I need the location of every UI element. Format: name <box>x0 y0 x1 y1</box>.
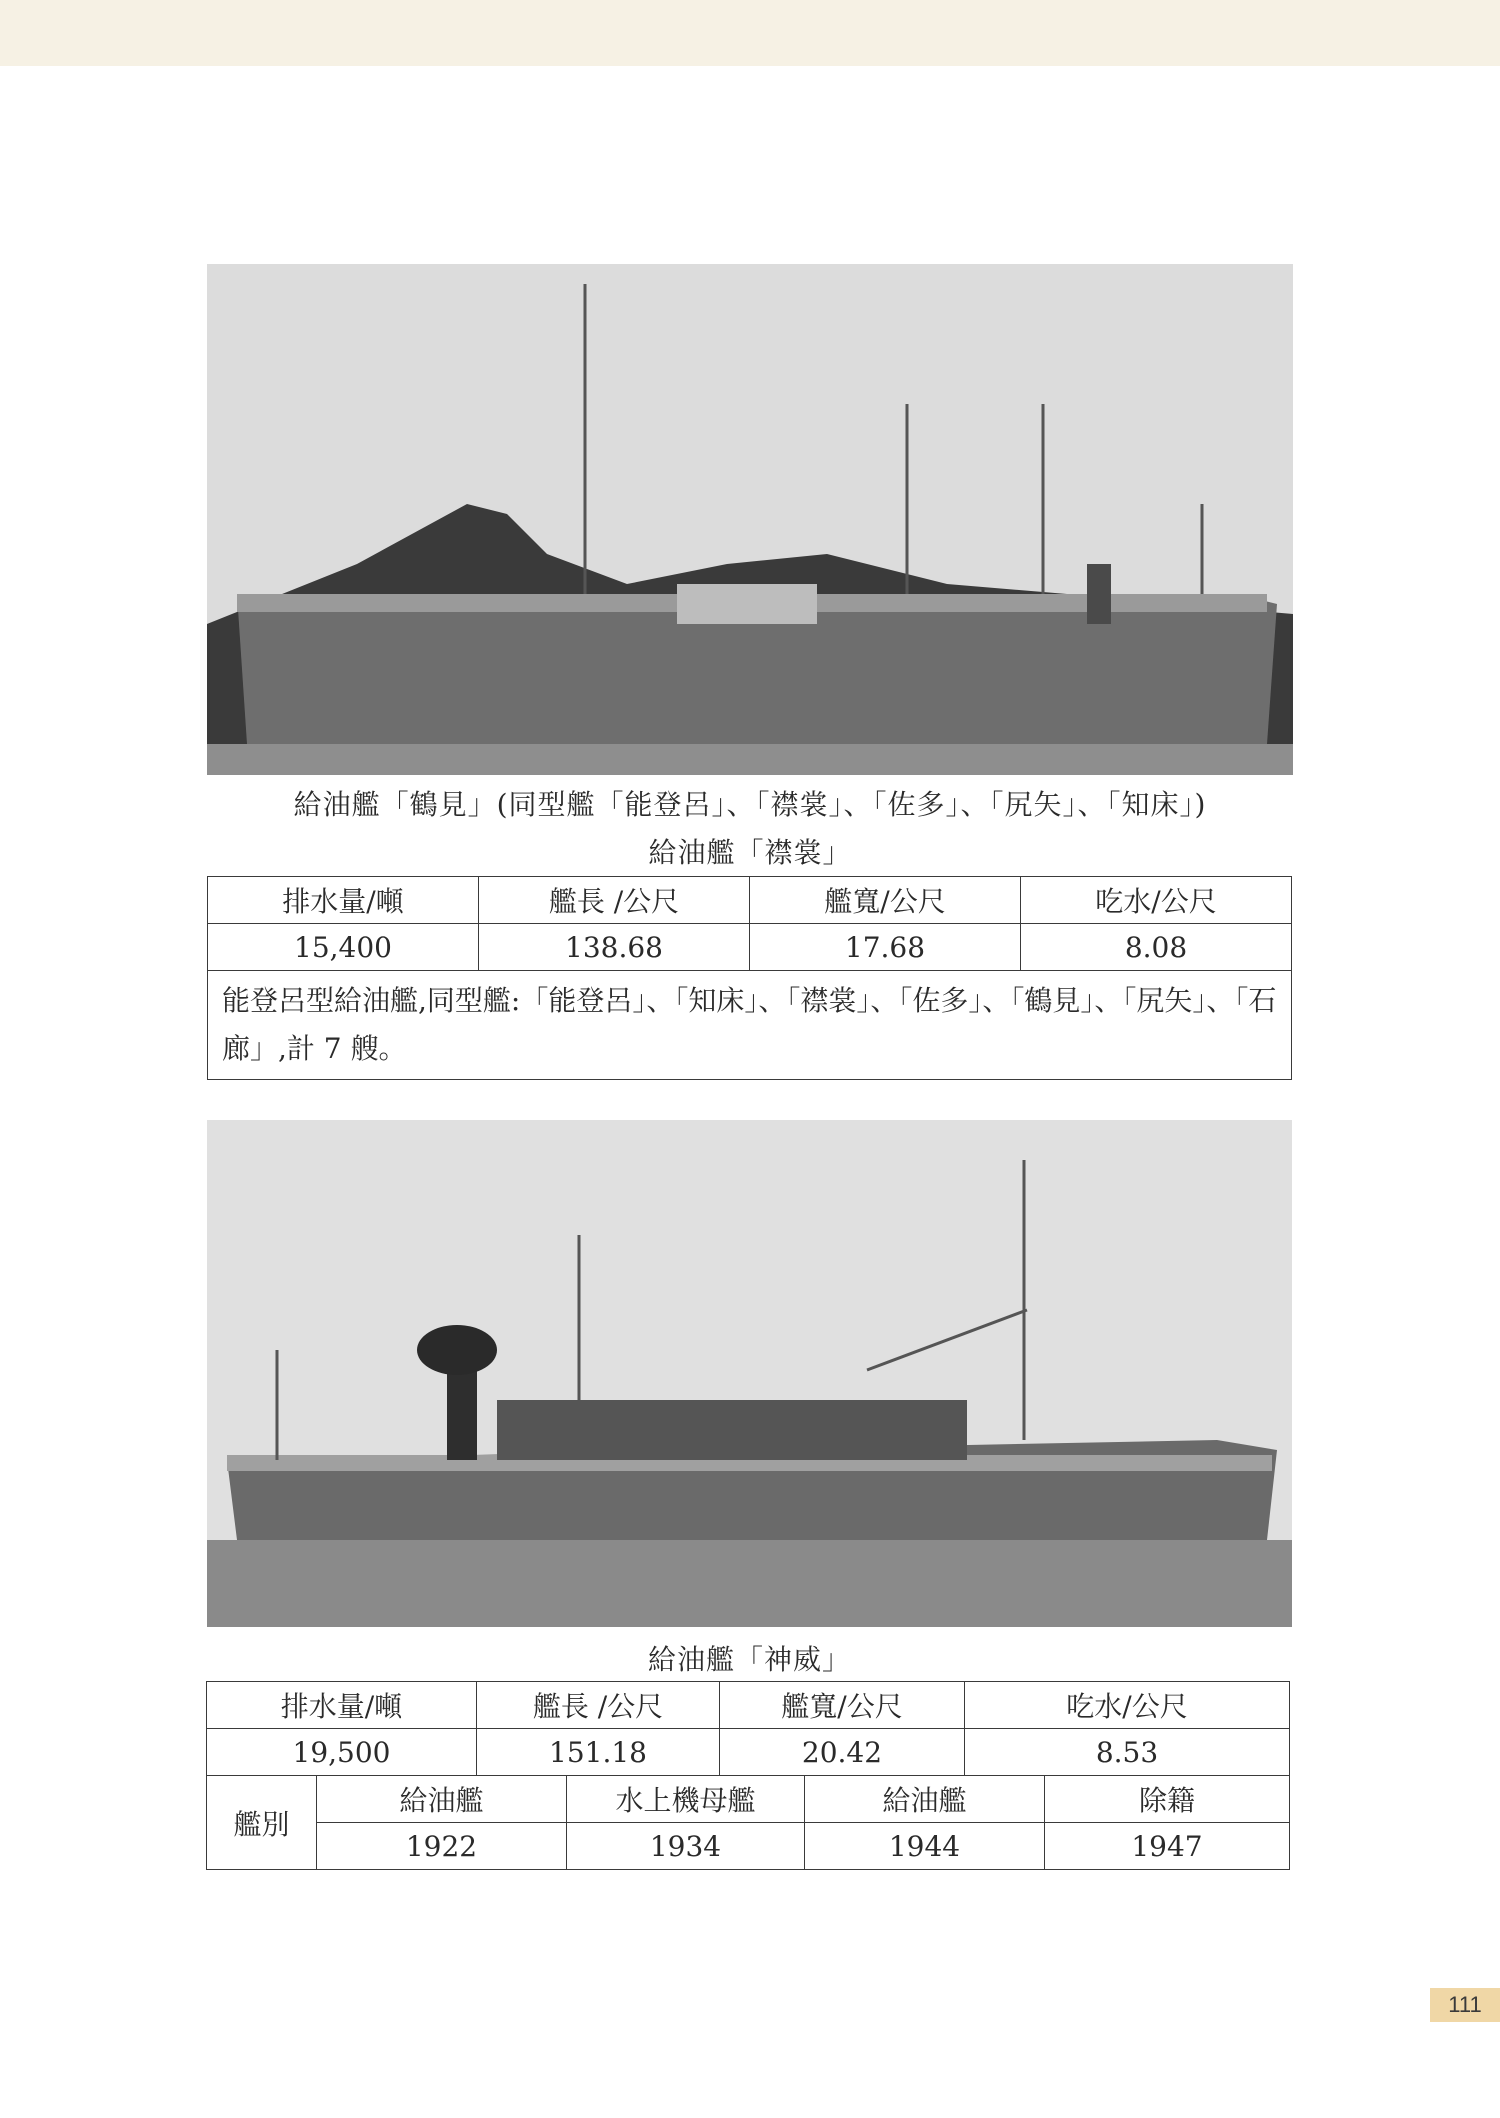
ship-photo-kamoi <box>207 1120 1292 1627</box>
class-name-row <box>207 1776 1290 1823</box>
value-beam: 20.42 <box>720 1729 965 1776</box>
class-year-4: 1947 <box>1045 1823 1290 1870</box>
spec-table-kamoi <box>206 1681 1290 1870</box>
class-label: 艦別 <box>207 1776 317 1870</box>
header-beam: 艦寬/公尺 <box>750 877 1021 924</box>
table-value-row <box>207 1729 1290 1776</box>
class-note: 能登呂型給油艦,同型艦:「能登呂」、「知床」、「襟裳」、「佐多」、「鶴見」、「尻矢」、「石廊」,計 7 艘。 <box>208 971 1292 1080</box>
table-header-row <box>207 1682 1290 1729</box>
class-name-2: 水上機母艦 <box>567 1776 805 1823</box>
table2-title: 給油艦「神威」 <box>647 1643 851 1676</box>
value-draft: 8.08 <box>1021 924 1292 971</box>
value-displacement: 19,500 <box>207 1729 477 1776</box>
photo1-caption: 給油艦「鶴見」(同型艦「能登呂」、「襟裳」、「佐多」、「尻矢」、「知床」) <box>293 788 1207 821</box>
table-note-row <box>208 971 1292 1080</box>
header-draft: 吃水/公尺 <box>1021 877 1292 924</box>
value-displacement: 15,400 <box>208 924 479 971</box>
value-draft: 8.53 <box>965 1729 1290 1776</box>
value-length: 138.68 <box>479 924 750 971</box>
header-displacement: 排水量/噸 <box>208 877 479 924</box>
class-name-4: 除籍 <box>1045 1776 1290 1823</box>
header-beam: 艦寬/公尺 <box>720 1682 965 1729</box>
header-displacement: 排水量/噸 <box>207 1682 477 1729</box>
class-year-2: 1934 <box>567 1823 805 1870</box>
table1-title: 給油艦「襟裳」 <box>648 836 852 869</box>
table-value-row <box>208 924 1292 971</box>
class-year-row <box>207 1823 1290 1870</box>
spec-table-erimo <box>207 876 1292 1080</box>
class-name-3: 給油艦 <box>805 1776 1045 1823</box>
value-beam: 17.68 <box>750 924 1021 971</box>
value-length: 151.18 <box>477 1729 720 1776</box>
page-number: 111 <box>1430 1988 1500 2022</box>
class-name-1: 給油艦 <box>317 1776 567 1823</box>
table-header-row <box>208 877 1292 924</box>
class-year-3: 1944 <box>805 1823 1045 1870</box>
header-length: 艦長 /公尺 <box>479 877 750 924</box>
page-top-band <box>0 0 1500 66</box>
header-draft: 吃水/公尺 <box>965 1682 1290 1729</box>
class-year-1: 1922 <box>317 1823 567 1870</box>
ship-photo-tsurumi <box>207 264 1293 775</box>
header-length: 艦長 /公尺 <box>477 1682 720 1729</box>
